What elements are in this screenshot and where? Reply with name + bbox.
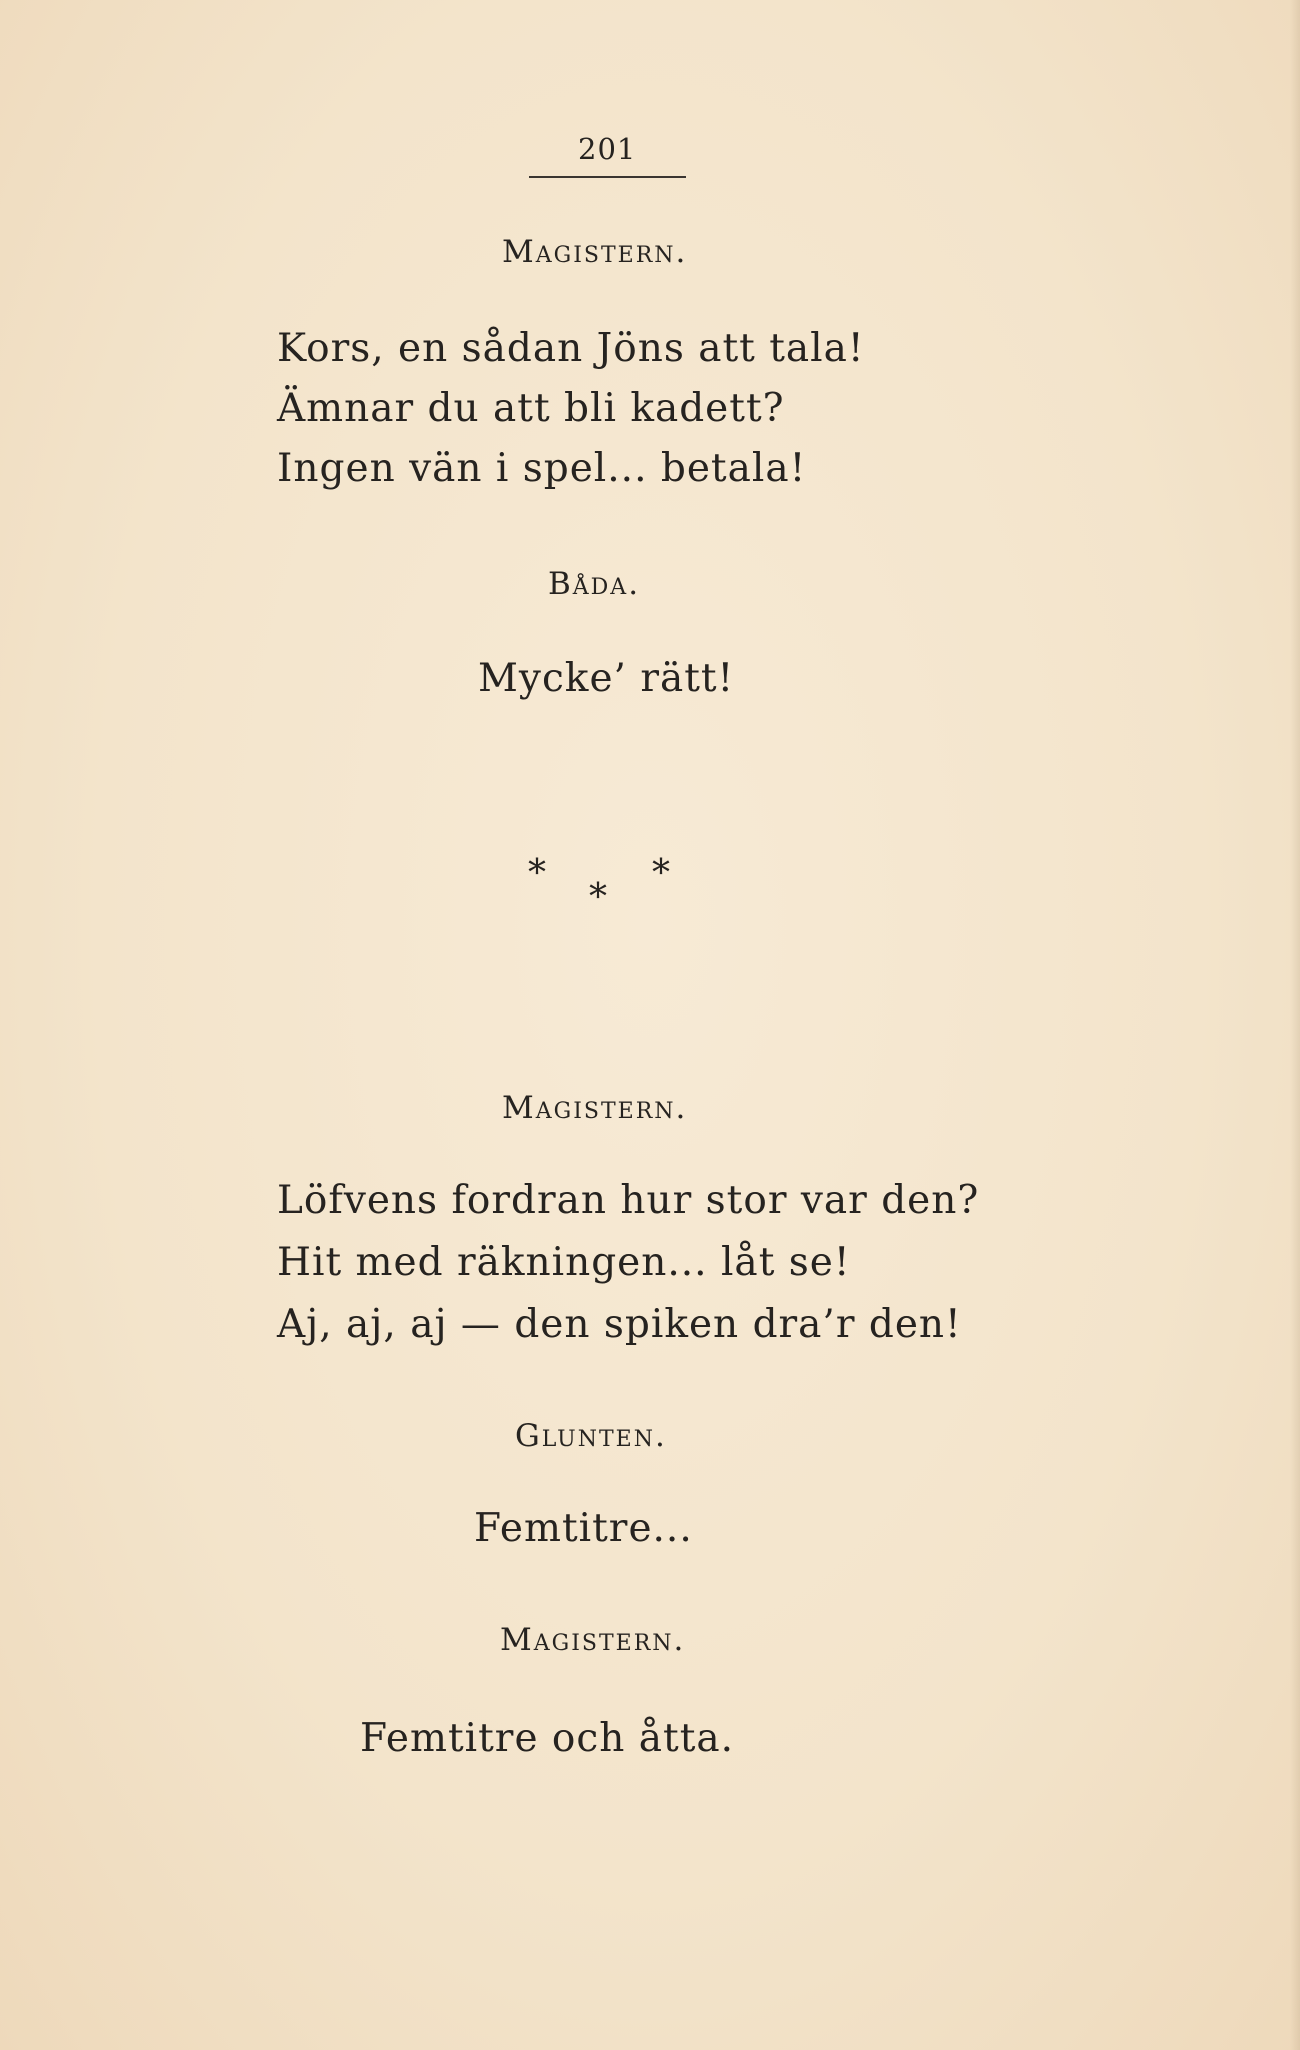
verse-line: Hit med räkningen... låt se!: [277, 1240, 851, 1285]
speaker-magistern-1: Magistern.: [502, 234, 688, 270]
asterism-star: *: [589, 877, 607, 918]
verse-line: Mycke’ rätt!: [478, 656, 735, 701]
page-number: 201: [578, 132, 637, 166]
verse-line: Löfvens fordran hur stor var den?: [277, 1178, 980, 1223]
verse-line: Kors, en sådan Jöns att tala!: [277, 326, 865, 371]
asterism-star: *: [652, 853, 670, 894]
asterism-star: *: [528, 853, 546, 894]
verse-line: Femtitre...: [474, 1506, 693, 1551]
speaker-bada: Båda.: [548, 566, 641, 602]
verse-line: Ämnar du att bli kadett?: [277, 386, 785, 431]
speaker-magistern-2: Magistern.: [502, 1090, 688, 1126]
verse-line: Femtitre och åtta.: [360, 1716, 735, 1761]
verse-line: Aj, aj, aj — den spiken dra’r den!: [277, 1302, 962, 1347]
header-rule: [529, 176, 686, 178]
speaker-magistern-3: Magistern.: [500, 1622, 686, 1658]
page-edge-shadow: [1290, 0, 1300, 2050]
speaker-glunten: Glunten.: [515, 1418, 667, 1454]
verse-line: Ingen vän i spel... betala!: [277, 446, 807, 491]
